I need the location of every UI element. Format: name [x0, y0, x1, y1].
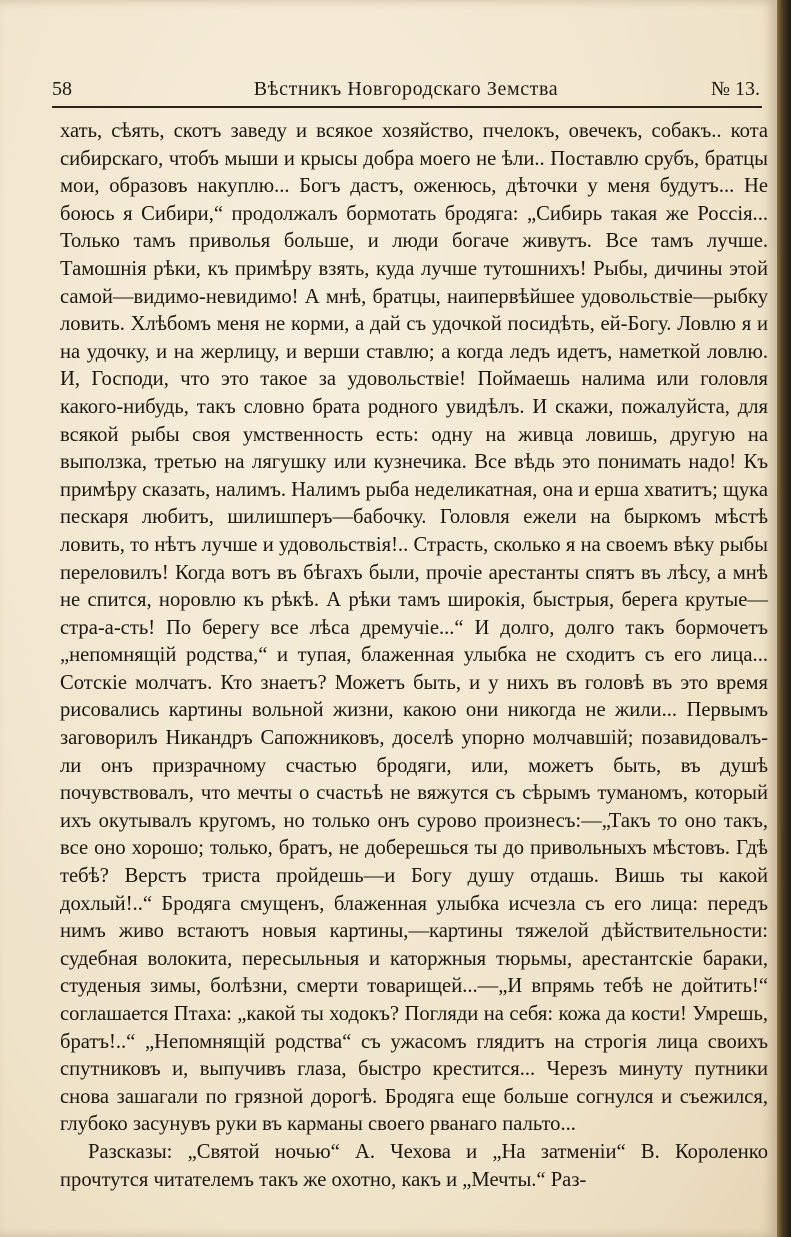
- running-header: [52, 78, 760, 104]
- header-rule: [52, 106, 762, 108]
- article-text: [60, 118, 768, 1194]
- page-edge: [777, 0, 791, 1237]
- paragraph: Разсказы: „Святой ночью“ А. Чехова и „На затменіи“ В. Короленко прочтутся читателемъ такъ же охотно, какъ и „Мечты.“ Раз-: [60, 1140, 768, 1191]
- paragraph: хать, сѣять, скотъ заведу и всякое хозяйство, пчелокъ, овечекъ, собакъ.. кота сибирскаго, чтобъ мыши и крысы добра моего не ѣли.. Поставлю срубъ, братцы мои, образовъ накуплю... Богъ дастъ, оженюсь, дѣточки у меня будутъ... Не боюсь я Сибири,“ продолжалъ бормотать бродяга: „Сибирь такая же Россія... Только тамъ приволья больше, и люди богаче живутъ. Все тамъ лучше. Тамошнія рѣки, къ примѣру взять, куда лучше тутошнихъ! Рыбы, дичины этой самой—видимо-невидимо! А мнѣ, братцы, наипервѣйшее удовольствіе—рыбку ловить. Хлѣбомъ меня не корми, а дай съ удочкой посидѣть, ей-Богу. Ловлю я и на удочку, и на жерлицу, и верши ставлю; а когда ледъ идетъ, наметкой ловлю. И, Господи, что это такое за удовольствіе! Поймаешь налима или головля какого-нибудь, такъ словно брата родного увидѣлъ. И скажи, пожалуйста, для всякой рыбы своя умственность есть: одну на живца ловишь, другую на выползка, третью на лягушку или кузнечика. Все вѣдь это понимать надо! Къ примѣру сказать, налимъ. Налимъ рыба неделикатная, она и ерша хватитъ; щука пескаря любитъ, шилишперъ—бабочку. Головля ежели на быркомъ мѣстѣ ловить, то нѣтъ лучше и удовольствія!.. Страсть, сколько я на своемъ вѣку рыбы переловилъ! Когда вотъ въ бѣгахъ были, прочіе арестанты спятъ въ лѣсу, а мнѣ не спится, норовлю къ рѣкѣ. А рѣки тамъ широкія, быстрыя, берега крутые—стра-а-сть! По берегу все лѣса дремучіе...“ И долго, долго такъ бормочетъ „непомнящій родства,“ и тупая, блаженная улыбка не сходитъ съ его лица... Сотскіе молчатъ. Кто знаетъ? Можетъ быть, и у нихъ въ головѣ въ это время рисовались картины вольной жизни, какою они никогда не жили... Первымъ заговорилъ Никандръ Сапожниковъ, доселѣ упорно молчавшій; позавидовалъ-ли онъ призрачному счастью бродяги, или, можетъ быть, въ душѣ почувствовалъ, что мечты о счастьѣ не вяжутся съ сѣрымъ туманомъ, который ихъ окутывалъ кругомъ, но только онъ сурово произнесъ:—„Такъ то оно такъ, все оно хорошо; только, братъ, не доберешься ты до привольныхъ мѣстовъ. Гдѣ тебѣ? Верстъ триста пройдешь—и Богу душу отдашь. Вишь ты какой дохлый!..“ Бродяга смущенъ, блаженная улыбка исчезла съ его лица: передъ нимъ живо встаютъ новыя картины,—картины тяжелой дѣйствительности: судебная волокита, пересыльныя и каторжныя тюрьмы, арестантскіе бараки, студеныя зимы, болѣзни, смерти товарищей...—„И впрямь тебѣ не дойтить!“ соглашается Птаха: „какой ты ходокъ? Погляди на себя: кожа да кости! Умрешь, братъ!..“ „Непомнящій родства“ съ ужасомъ глядитъ на строгія лица своихъ спутниковъ и, выпучивъ глаза, быстро крестится... Черезъ минуту путники снова зашагали по грязной дорогѣ. Бродяга еще больше согнулся и съежился, глубоко засунувъ руки въ карманы своего рванаго пальто...: [60, 120, 768, 1136]
- page-number: 58: [52, 78, 72, 100]
- journal-title: Вѣстникъ Новгородскаго Земства: [253, 78, 559, 100]
- issue-number: № 13.: [710, 78, 760, 100]
